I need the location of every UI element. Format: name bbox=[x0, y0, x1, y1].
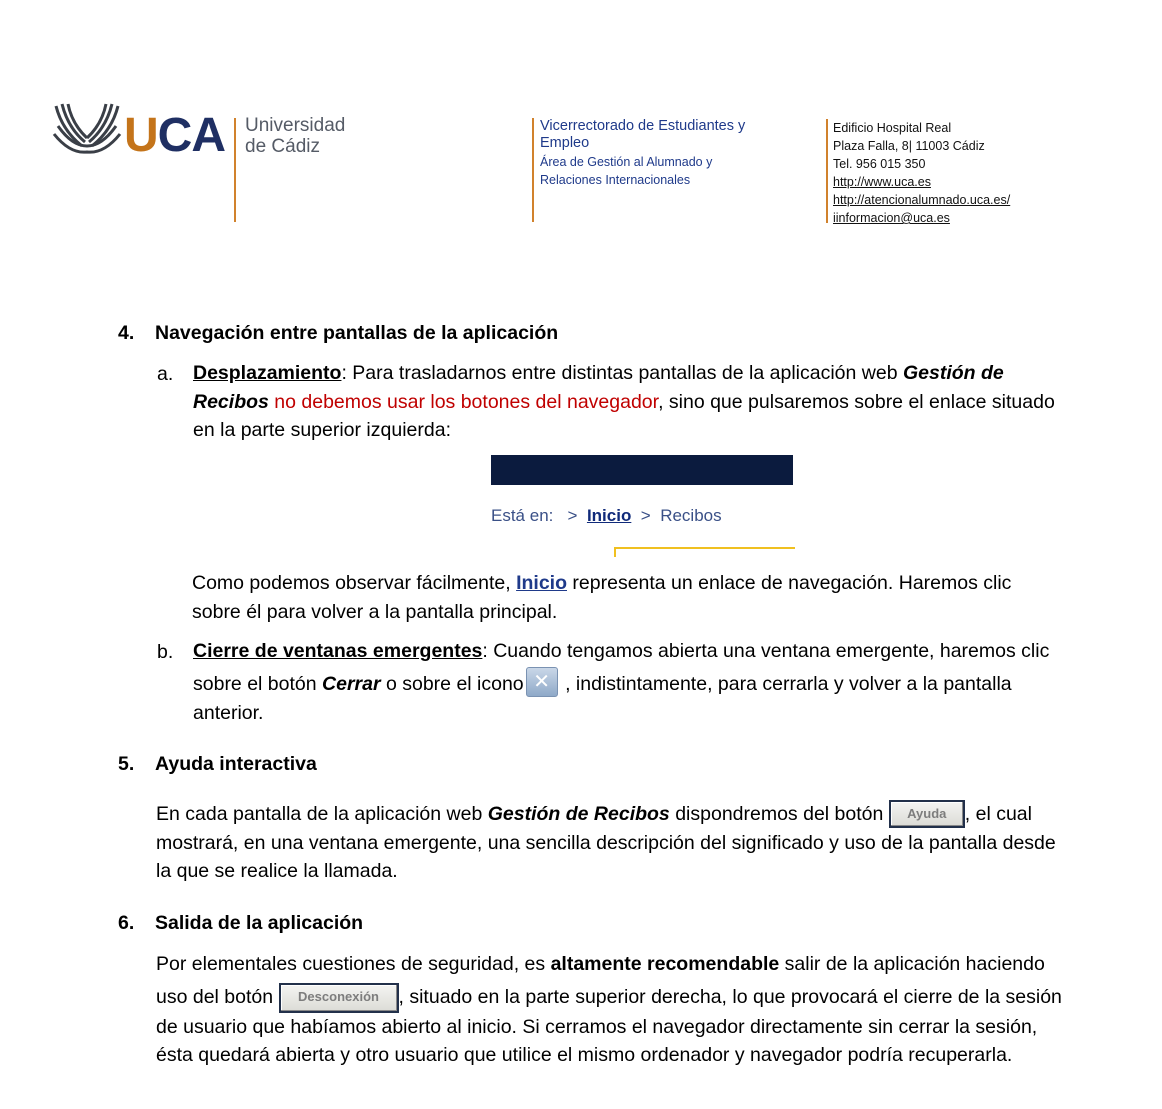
section-number: 5. bbox=[118, 753, 135, 775]
close-icon[interactable]: ✕ bbox=[526, 667, 558, 697]
uca-emblem-icon bbox=[52, 100, 122, 156]
breadcrumb: Está en: > Inicio > Recibos bbox=[491, 506, 722, 525]
link-email[interactable]: iinformacion@uca.es bbox=[833, 211, 950, 225]
inicio-link[interactable]: Inicio bbox=[516, 572, 567, 594]
paragraph-ayuda: En cada pantalla de la aplicación web Gestión de Recibos dispondremos del botón Ayuda , el cual mostrará, en una ventana emergente, una sencilla descripción del significado y uso de la pantalla desde la que se realice la llamada. bbox=[156, 800, 1136, 886]
university-name: Universidad de Cádiz bbox=[245, 115, 346, 157]
section-title: Salida de la aplicación bbox=[155, 912, 364, 934]
paragraph-desconexion: Por elementales cuestiones de seguridad, es altamente recomendable salir de la aplicación haciendo uso del botón Desconexión , situado en la parte superior derecha, lo que provocará el cierre de la sesión de usuario que habíamos abierto al inicio. Si cerramos el navegador directamente sin cerrar la sesión, ésta quedará abierta y otro usuario que utilice el mismo ordenador y navegador podría recuperarla. bbox=[156, 953, 1062, 1066]
section-number: 6. bbox=[118, 912, 135, 934]
vicerrectorado-block: Vicerrectorado de Estudiantes y Empleo Área de Gestión al Alumnado y Relaciones Internacionales bbox=[540, 118, 746, 187]
item-letter: b. bbox=[157, 641, 174, 663]
breadcrumb-screenshot bbox=[491, 455, 793, 557]
ayuda-button[interactable]: Ayuda bbox=[889, 800, 965, 828]
paragraph-inicio: Como podemos observar fácilmente, Inicio representa un enlace de navegación. Haremos clic sobre él para volver a la pantalla principal. bbox=[192, 572, 1012, 623]
logo-wordmark: UCA bbox=[124, 109, 225, 162]
link-uca[interactable]: http://www.uca.es bbox=[833, 175, 931, 189]
link-atencionalumnado[interactable]: http://atencionalumnado.uca.es/ bbox=[833, 193, 1011, 207]
paragraph-desplazamiento: Desplazamiento: Para trasladarnos entre distintas pantallas de la aplicación web Gestión de Recibos no debemos usar los botones del navegador, sino que pulsaremos sobre el enlace situado en la parte superior izquierda: bbox=[193, 362, 1055, 441]
paragraph-cierre: Cierre de ventanas emergentes: Cuando tengamos abierta una ventana emergente, haremos clic sobre el botón Cerrar o sobre el icono ✕ , indistintamente, para cerrarla y volver a la pantalla anterior. bbox=[193, 640, 1050, 724]
divider bbox=[532, 118, 534, 222]
section-number: 4. bbox=[118, 322, 135, 344]
desconexion-button[interactable]: Desconexión bbox=[279, 983, 399, 1013]
header-bar bbox=[491, 455, 793, 485]
divider bbox=[234, 118, 236, 222]
item-letter: a. bbox=[157, 363, 174, 385]
address-block: Edificio Hospital Real Plaza Falla, 8| 11003 Cádiz Tel. 956 015 350 http://www.uca.es http://atencionalumnado.uca.es/ iinformacion@uca.es bbox=[833, 121, 1011, 225]
tab-outline bbox=[614, 547, 795, 557]
breadcrumb-home-link[interactable]: Inicio bbox=[586, 506, 632, 525]
section-title: Ayuda interactiva bbox=[155, 753, 317, 775]
section-title: Navegación entre pantallas de la aplicación bbox=[155, 322, 559, 344]
divider bbox=[826, 119, 828, 223]
uca-logo bbox=[52, 100, 362, 224]
